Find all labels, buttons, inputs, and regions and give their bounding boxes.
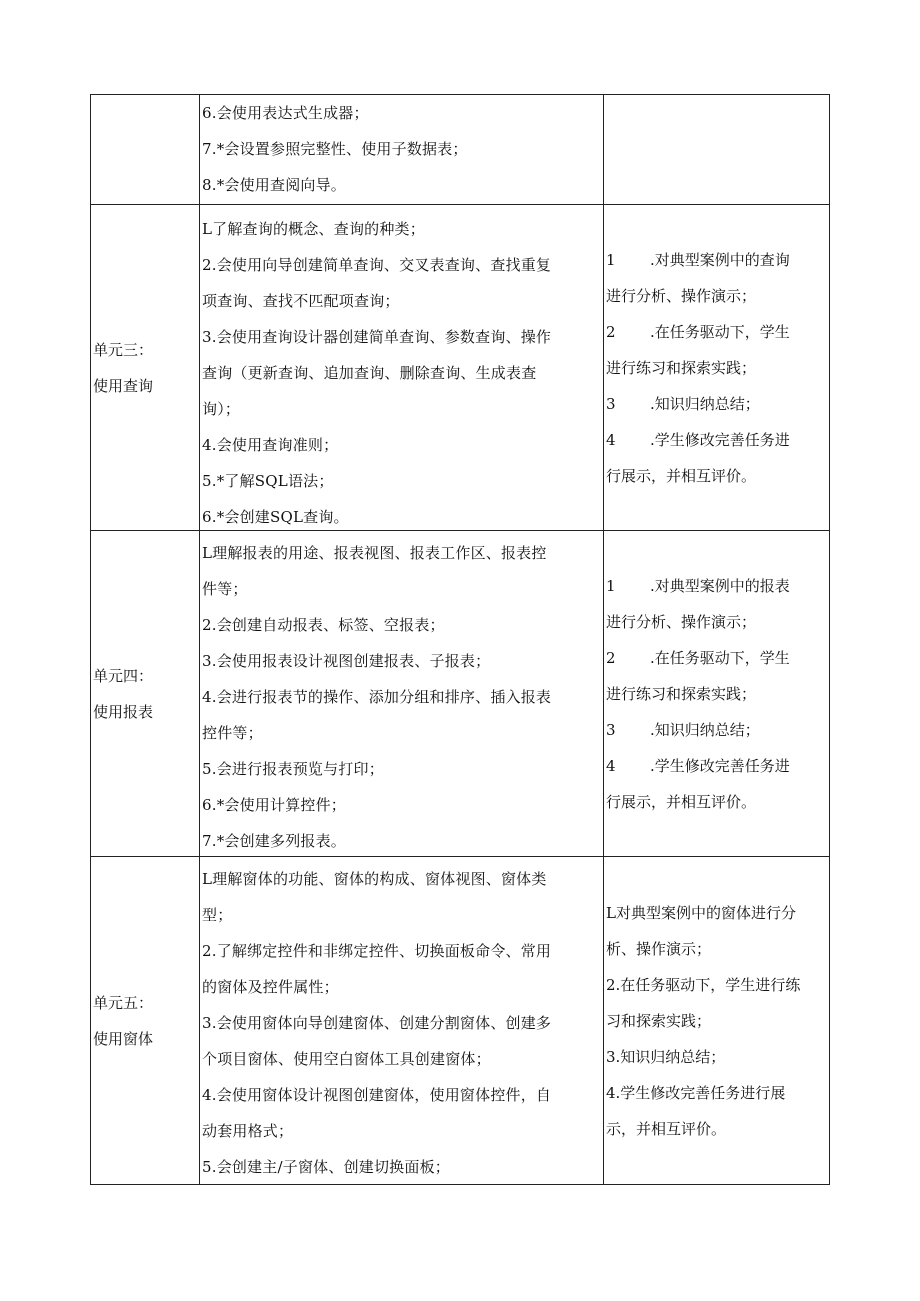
content-line: 7.*会创建多列报表。 [202,832,347,850]
table-row [91,531,829,857]
content-line: 8.*会使用查阅向导。 [202,176,347,194]
unit-number: 单元四： [93,666,154,685]
content-line: 3.会使用查询设计器创建简单查询、参数查询、操作 [202,328,552,346]
content-line: 6.*会创建SQL查询。 [202,508,349,526]
content-line: 的窗体及控件属性； [202,978,339,996]
method-step: 2 .在任务驱动下，学生 [606,322,790,341]
method-step: 4 .学生修改完善任务进 [606,430,790,449]
content-cell [200,531,604,856]
content-line: 5.会进行报表预览与打印； [202,760,384,778]
content-line: 6.会使用表达式生成器； [202,104,369,122]
method-step-cont: 进行练习和探索实践； [606,358,757,377]
content-line: 7.*会设置参照完整性、使用子数据表； [202,140,468,158]
method-step: 1 .对典型案例中的查询 [606,250,790,269]
methods-cell [604,531,826,856]
method-step-cont: 进行练习和探索实践； [606,684,757,703]
unit-cell [91,531,200,856]
method-step: 1 .对典型案例中的报表 [606,576,790,595]
content-line: L理解报表的用途、报表视图、报表工作区、报表控 [202,544,547,562]
content-line: 5.*了解SQL语法； [202,472,334,490]
content-line: 2.会使用向导创建简单查询、交叉表查询、查找重复 [202,256,552,274]
content-line: 4.会使用窗体设计视图创建窗体，使用窗体控件，自 [202,1086,552,1104]
content-line: 控件等； [202,724,263,742]
content-line: L了解查询的概念、查询的种类； [202,220,425,238]
content-line: 查询（更新查询、追加查询、删除查询、生成表查 [202,364,537,382]
unit-title: 使用窗体 [93,1029,154,1048]
method-line: L对典型案例中的窗体进行分 [606,903,796,922]
content-cell [200,205,604,530]
table-row [91,95,829,205]
unit-title: 使用报表 [93,702,154,721]
method-step: 2 .在任务驱动下，学生 [606,648,790,667]
content-line: 6.*会使用计算控件； [202,796,347,814]
content-line: 动套用格式； [202,1122,294,1140]
method-step-cont: 进行分析、操作演示； [606,612,757,631]
content-line: L理解窗体的功能、窗体的构成、窗体视图、窗体类 [202,870,547,888]
method-line: 示，并相互评价。 [606,1119,727,1138]
methods-cell [604,95,826,204]
content-line: 项查询、查找不匹配项查询； [202,292,400,310]
unit-number: 单元三： [93,340,154,359]
unit-cell [91,205,200,530]
unit-title: 使用查询 [93,376,154,395]
method-line: 3.知识归纳总结； [606,1047,726,1066]
content-cell [200,95,604,204]
method-step: 4 .学生修改完善任务进 [606,756,790,775]
method-step-cont: 行展示，并相互评价。 [606,792,757,811]
methods-cell [604,857,826,1184]
content-cell [200,857,604,1184]
method-step: 3 .知识归纳总结； [606,394,760,413]
content-line: 个项目窗体、使用空白窗体工具创建窗体； [202,1050,491,1068]
content-line: 2.会创建自动报表、标签、空报表； [202,616,445,634]
method-line: 4.学生修改完善任务进行展 [606,1083,786,1102]
content-line: 件等； [202,580,248,598]
content-line: 型； [202,906,233,924]
unit-cell [91,857,200,1184]
content-line: 2.了解绑定控件和非绑定控件、切换面板命令、常用 [202,942,552,960]
method-line: 析、操作演示； [606,939,712,958]
table-row [91,857,829,1185]
methods-cell [604,205,826,530]
syllabus-table [90,94,830,1185]
method-line: 2.在任务驱动下，学生进行练 [606,975,801,994]
method-step-cont: 行展示，并相互评价。 [606,466,757,485]
method-step: 3 .知识归纳总结； [606,720,760,739]
unit-cell [91,95,200,204]
content-line: 3.会使用窗体向导创建窗体、创建分割窗体、创建多 [202,1014,552,1032]
content-line: 3.会使用报表设计视图创建报表、子报表； [202,652,491,670]
method-line: 习和探索实践； [606,1011,712,1030]
content-line: 询）； [202,400,241,418]
content-line: 4.会使用查询准则； [202,436,339,454]
method-step-cont: 进行分析、操作演示； [606,286,757,305]
unit-number: 单元五： [93,993,154,1012]
table-row [91,205,829,531]
content-line: 4.会进行报表节的操作、添加分组和排序、插入报表 [202,688,552,706]
content-line: 5.会创建主/子窗体、创建切换面板； [202,1158,450,1176]
